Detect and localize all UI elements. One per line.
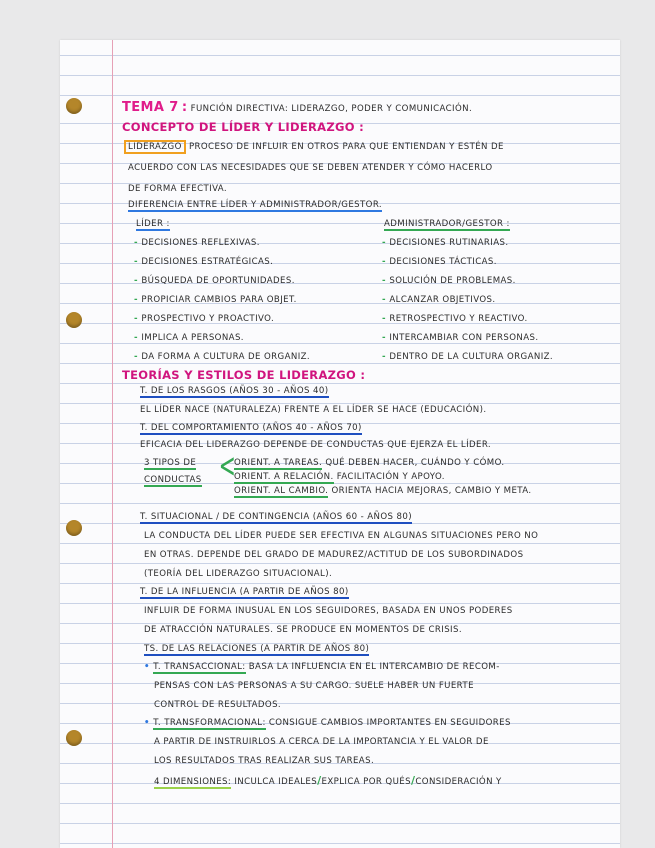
leader-item: - BÚSQUEDA DE OPORTUNIDADES.: [134, 276, 295, 286]
leader-item: - PROSPECTIVO Y PROACTIVO.: [134, 314, 275, 324]
leader-item: - PROPICIAR CAMBIOS PARA OBJET.: [134, 295, 297, 305]
bracket-icon: <: [218, 446, 236, 486]
manager-item: - SOLUCIÓN DE PROBLEMAS.: [382, 276, 516, 286]
leader-item: - DECISIONES ESTRATÉGICAS.: [134, 257, 274, 267]
behavior-type: ORIENT. AL CAMBIO. ORIENTA HACIA MEJORAS, CAMBIO Y META.: [234, 486, 532, 496]
transaccional-line: PENSAS CON LAS PERSONAS A SU CARGO. SUELE HABER UN FUERTE: [154, 681, 474, 691]
section-title-concepto: CONCEPTO DE LÍDER Y LIDERAZGO :: [122, 120, 365, 134]
leader-column-title: LÍDER :: [136, 219, 170, 229]
manager-item: - DECISIONES RUTINARIAS.: [382, 238, 509, 248]
theory-heading-situacional: T. SITUACIONAL / DE CONTINGENCIA (AÑOS 60 - AÑOS 80): [140, 512, 413, 522]
theory-heading-relaciones: TS. DE LAS RELACIONES (A PARTIR DE AÑOS 80): [144, 644, 370, 654]
tema-subtitle: FUNCIÓN DIRECTIVA: LIDERAZGO, PODER Y COMUNICACIÓN.: [190, 104, 473, 114]
theory-text: INFLUIR DE FORMA INUSUAL EN LOS SEGUIDORES, BASADA EN UNOS PODERES: [144, 606, 513, 616]
theory-text: EL LÍDER NACE (NATURALEZA) FRENTE A EL LÍDER SE HACE (EDUCACIÓN).: [140, 405, 487, 415]
leader-item: - IMPLICA A PERSONAS.: [134, 333, 244, 343]
definition-line: [124, 142, 504, 152]
binder-hole: [66, 730, 82, 746]
leader-item: - DA FORMA A CULTURA DE ORGANIZ.: [134, 352, 311, 362]
manager-item: - DECISIONES TÁCTICAS.: [382, 257, 497, 267]
binder-hole: [66, 312, 82, 328]
theory-heading-rasgos: T. DE LOS RASGOS (AÑOS 30 - AÑOS 40): [140, 386, 329, 396]
transformacional-line: LOS RESULTADOS TRAS REALIZAR SUS TAREAS.: [154, 756, 375, 766]
leader-item: - DECISIONES REFLEXIVAS.: [134, 238, 260, 248]
types-label: 3 TIPOS DE: [144, 458, 197, 468]
transformacional-line: A PARTIR DE INSTRUIRLOS A CERCA DE LA IMPORTANCIA Y EL VALOR DE: [154, 737, 489, 747]
manager-item: - INTERCAMBIAR CON PERSONAS.: [382, 333, 539, 343]
transformacional-line: • T. TRANSFORMACIONAL: CONSIGUE CAMBIOS IMPORTANTES EN SEGUIDORES: [144, 718, 511, 728]
definition-text: PROCESO DE INFLUIR EN OTROS PARA QUE ENTIENDAN Y ESTÉN DE: [188, 142, 504, 152]
theory-text: EN OTRAS. DEPENDE DEL GRADO DE MADUREZ/ACTITUD DE LOS SUBORDINADOS: [144, 550, 524, 560]
dimensiones-line: 4 DIMENSIONES: INCULCA IDEALES/EXPLICA POR QUÉS/CONSIDERACIÓN Y: [154, 774, 502, 787]
manager-column-title: ADMINISTRADOR/GESTOR :: [384, 219, 510, 229]
definition-line: DE FORMA EFECTIVA.: [128, 184, 228, 194]
theory-heading-comportamiento: T. DEL COMPORTAMIENTO (AÑOS 40 - AÑOS 70): [140, 423, 362, 433]
comparison-heading: DIFERENCIA ENTRE LÍDER Y ADMINISTRADOR/GESTOR.: [128, 200, 383, 210]
binder-hole: [66, 520, 82, 536]
transaccional-line: CONTROL DE RESULTADOS.: [154, 700, 282, 710]
manager-item: - RETROSPECTIVO Y REACTIVO.: [382, 314, 528, 324]
section-title-teorias: TEORÍAS Y ESTILOS DE LIDERAZGO :: [122, 368, 366, 382]
theory-text: (TEORÍA DEL LIDERAZGO SITUACIONAL).: [144, 569, 333, 579]
manager-item: - DENTRO DE LA CULTURA ORGANIZ.: [382, 352, 554, 362]
manager-item: - ALCANZAR OBJETIVOS.: [382, 295, 496, 305]
binder-hole: [66, 98, 82, 114]
behavior-type: ORIENT. A TAREAS. QUÉ DEBEN HACER, CUÁNDO Y CÓMO.: [234, 458, 505, 468]
behavior-type: ORIENT. A RELACIÓN. FACILITACIÓN Y APOYO.: [234, 472, 445, 482]
theory-heading-influencia: T. DE LA INFLUENCIA (A PARTIR DE AÑOS 80): [140, 587, 349, 597]
types-label: CONDUCTAS: [144, 475, 202, 485]
definition-line: ACUERDO CON LAS NECESIDADES QUE SE DEBEN ATENDER Y CÓMO HACERLO: [128, 163, 493, 173]
margin-line: [112, 40, 113, 848]
tema-colon: :: [181, 100, 188, 115]
theory-text: EFICACIA DEL LIDERAZGO DEPENDE DE CONDUCTAS QUE EJERZA EL LÍDER.: [140, 440, 492, 450]
page-title: [122, 100, 472, 115]
theory-text: LA CONDUCTA DEL LÍDER PUEDE SER EFECTIVA EN ALGUNAS SITUACIONES PERO NO: [144, 531, 539, 541]
tema-label: TEMA 7: [122, 100, 179, 115]
theory-text: DE ATRACCIÓN NATURALES. SE PRODUCE EN MOMENTOS DE CRISIS.: [144, 625, 462, 635]
transaccional-line: • T. TRANSACCIONAL: BASA LA INFLUENCIA EN EL INTERCAMBIO DE RECOM-: [144, 662, 500, 672]
term-liderazgo: LIDERAZGO: [124, 140, 186, 154]
